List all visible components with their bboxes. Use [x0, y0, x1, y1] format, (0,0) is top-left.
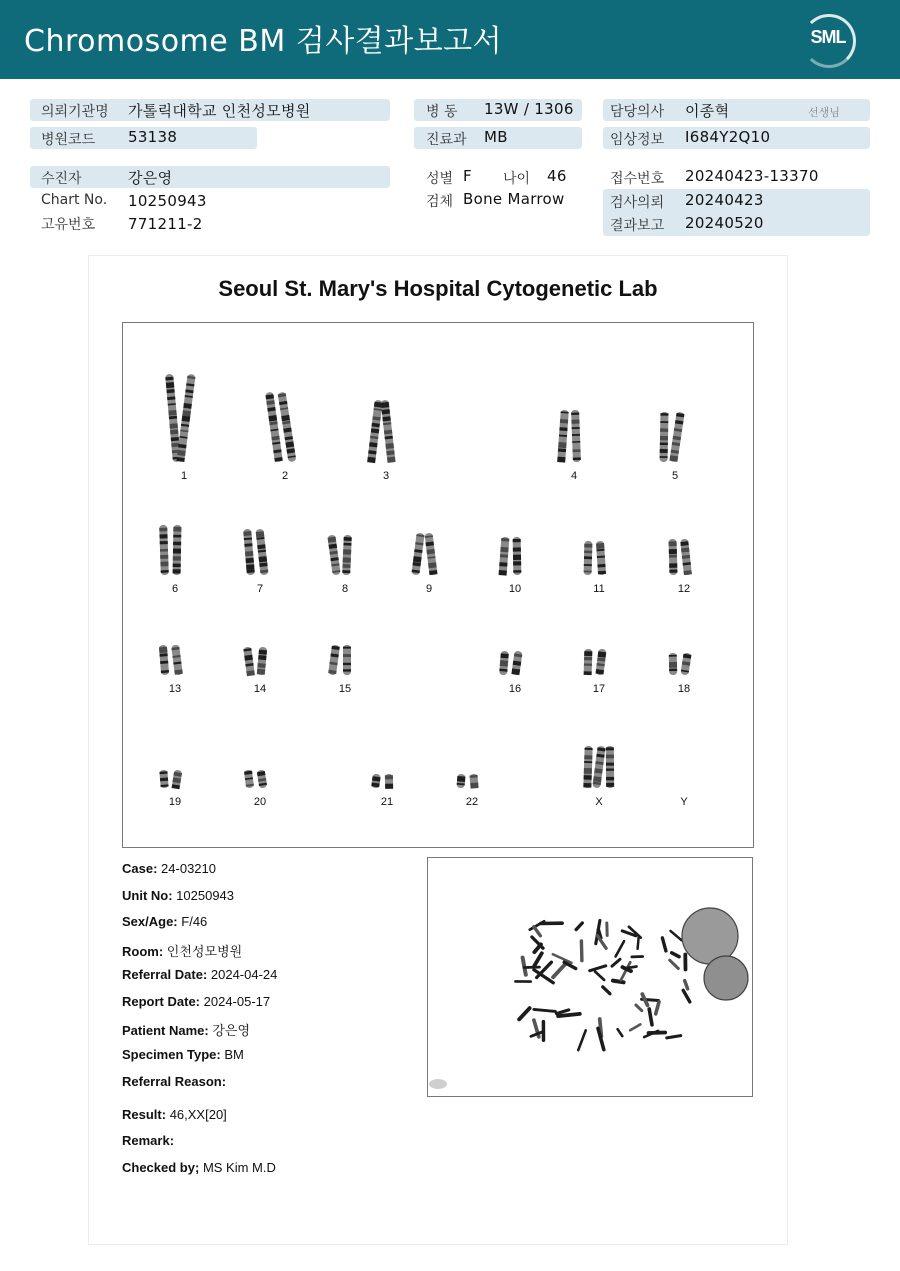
- chromosome-label: 7: [256, 583, 264, 595]
- room-field: Room: 인천성모병원: [122, 944, 243, 959]
- clinical-label: 임상정보: [610, 132, 665, 148]
- hospital-label: 의뢰기관명: [41, 104, 109, 120]
- specimen-value: Bone Marrow: [463, 190, 565, 208]
- info-bar: [30, 166, 390, 188]
- report-date-value: 20240520: [685, 214, 764, 232]
- chromosome-pair-image: [367, 398, 405, 468]
- chromosome-pair-image: [580, 744, 618, 794]
- chromosome-label: 22: [465, 796, 479, 808]
- report-title: Chromosome BM 검사결과보고서: [24, 24, 503, 59]
- chromosome-label: 6: [171, 583, 179, 595]
- sex-label: 성별: [426, 171, 454, 187]
- chromosome-label: Y: [680, 796, 688, 808]
- chromosome-pair-image: [368, 772, 406, 794]
- chromosome-label: 15: [338, 683, 352, 695]
- report-date-label: 결과보고: [610, 218, 665, 234]
- chromosome-pair-image: [241, 527, 279, 581]
- chromosome-label: 2: [281, 470, 289, 482]
- unique-no-value: 771211-2: [128, 215, 203, 233]
- referral-reason-field: Referral Reason:: [122, 1074, 227, 1089]
- specimen-type-field: Specimen Type: BM: [122, 1047, 244, 1062]
- chromosome-pair-image: [580, 539, 618, 581]
- hospital-value: 가톨릭대학교 인천성모병원: [128, 102, 311, 120]
- ward-value: 13W / 1306: [484, 100, 574, 118]
- department-value: MB: [484, 128, 508, 146]
- doctor-suffix: 선생님: [808, 106, 840, 119]
- sex-value: F: [463, 167, 472, 185]
- chromosome-label: 14: [253, 683, 267, 695]
- hospital-code-value: 53138: [128, 128, 178, 146]
- patient-name-field: Patient Name: 강은영: [122, 1023, 251, 1038]
- chromosome-label: 1: [180, 470, 188, 482]
- chromosome-label: 3: [382, 470, 390, 482]
- chromosome-label: 8: [341, 583, 349, 595]
- chromosome-pair-image: [665, 537, 703, 581]
- department-label: 진료과: [426, 132, 467, 148]
- chromosome-label: 17: [592, 683, 606, 695]
- referral-date-field: Referral Date: 2024-04-24: [122, 967, 278, 982]
- chromosome-pair-image: [266, 390, 304, 468]
- chromosome-pair-image: [496, 649, 534, 681]
- chromosome-pair-image: [156, 643, 194, 681]
- chromosome-pair-image: [555, 408, 593, 468]
- clinical-value: I684Y2Q10: [685, 128, 771, 146]
- metaphase-spread-image: [427, 857, 753, 1097]
- chart-no-value: 10250943: [128, 192, 207, 210]
- patient-value: 강은영: [128, 169, 173, 187]
- result-field: Result: 46,XX[20]: [122, 1107, 227, 1122]
- receipt-no-value: 20240423-13370: [685, 167, 819, 185]
- report-date-field: Report Date: 2024-05-17: [122, 994, 271, 1009]
- case-field: Case: 24-03210: [122, 861, 216, 876]
- logo-text: SML: [810, 27, 846, 47]
- doctor-label: 담당의사: [610, 104, 665, 120]
- chromosome-label: 20: [253, 796, 267, 808]
- chromosome-label: 5: [671, 470, 679, 482]
- chromosome-pair-image: [656, 410, 694, 468]
- checked-by-field: Checked by; MS Kim M.D: [122, 1160, 276, 1175]
- chromosome-pair-image: [156, 768, 194, 794]
- doctor-value: 이종혁: [685, 102, 730, 120]
- lab-title: Seoul St. Mary's Hospital Cytogenetic Lab: [218, 276, 658, 301]
- chromosome-pair-image: [665, 651, 703, 681]
- chromosome-label: 16: [508, 683, 522, 695]
- request-date-label: 검사의뢰: [610, 195, 665, 211]
- chromosome-label: 4: [570, 470, 578, 482]
- chromosome-pair-image: [326, 533, 364, 581]
- unique-no-label: 고유번호: [41, 217, 96, 233]
- chromosome-pair-image: [241, 768, 279, 794]
- chromosome-label: 13: [168, 683, 182, 695]
- specimen-label: 검체: [426, 194, 454, 210]
- patient-label: 수진자: [41, 171, 82, 187]
- chromosome-pair-image: [496, 535, 534, 581]
- chart-no-label: Chart No.: [41, 192, 108, 208]
- sml-logo-icon: [800, 12, 856, 68]
- chromosome-label: 18: [677, 683, 691, 695]
- karyotype-report: [88, 255, 788, 1245]
- unit-no-field: Unit No: 10250943: [122, 888, 235, 903]
- hospital-code-label: 병원코드: [41, 132, 96, 148]
- ward-label: 병 동: [426, 104, 458, 120]
- chromosome-label: 9: [425, 583, 433, 595]
- chromosome-pair-image: [580, 647, 618, 681]
- age-label: 나이: [503, 171, 531, 187]
- karyogram-panel: [122, 322, 754, 848]
- chromosome-pair-image: [410, 531, 448, 581]
- chromosome-label: 19: [168, 796, 182, 808]
- chromosome-label: 21: [380, 796, 394, 808]
- receipt-no-label: 접수번호: [610, 171, 665, 187]
- chromosome-label: 12: [677, 583, 691, 595]
- chromosome-label: 11: [593, 583, 605, 595]
- chromosome-label: X: [595, 796, 603, 808]
- age-value: 46: [547, 167, 567, 185]
- chromosome-label: 10: [508, 583, 522, 595]
- chromosome-pair-image: [241, 645, 279, 681]
- request-date-value: 20240423: [685, 191, 764, 209]
- chromosome-pair-image: [156, 523, 194, 581]
- remark-field: Remark:: [122, 1133, 175, 1148]
- sex-age-field: Sex/Age: F/46: [122, 914, 208, 929]
- chromosome-pair-image: [326, 643, 364, 681]
- chromosome-pair-image: [165, 372, 203, 468]
- chromosome-pair-image: [453, 772, 491, 794]
- report-header: [0, 0, 900, 79]
